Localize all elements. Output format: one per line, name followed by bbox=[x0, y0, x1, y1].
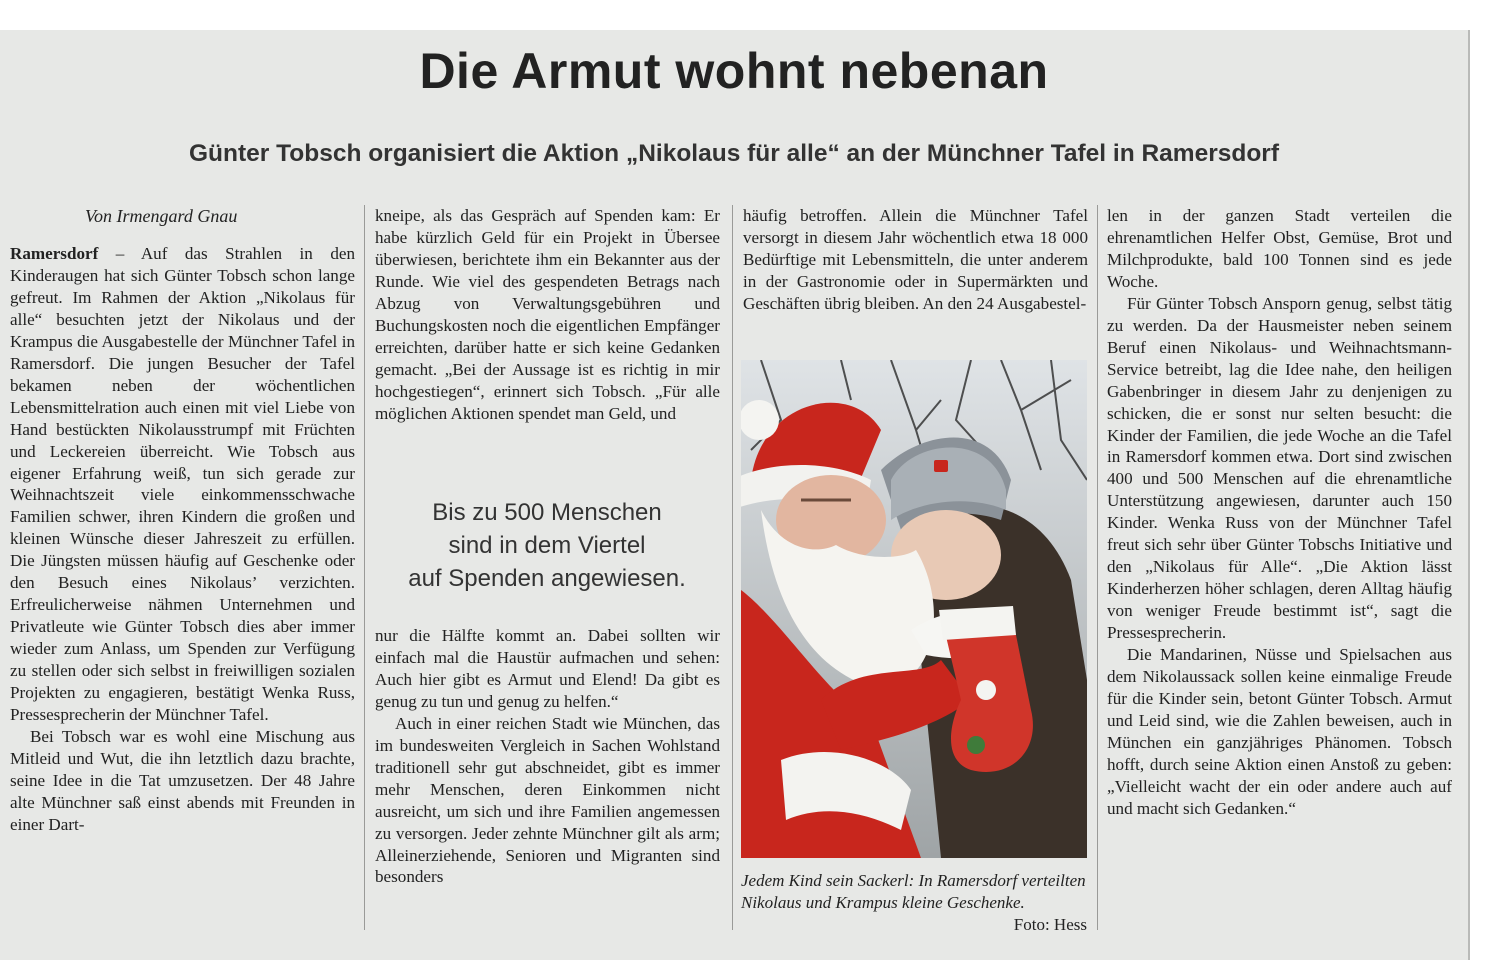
paragraph bbox=[10, 243, 355, 726]
photo-credit: Foto: Hess bbox=[1013, 915, 1087, 934]
paragraph: Bei Tobsch war es wohl eine Mischung aus Mitleid und Wut, die ihn letztlich dazu brachte, seine Idee in die Tat umzusetzen. Der 48 Jahre alte Münchner saß einst abends mit Freunden in einer Dart- bbox=[10, 726, 355, 834]
headline: Die Armut wohnt nebenan bbox=[419, 43, 1049, 99]
pull-quote-line: sind in dem Viertel bbox=[448, 532, 646, 559]
pull-quote bbox=[372, 496, 722, 595]
column-divider bbox=[1097, 205, 1098, 930]
byline: Von Irmengard Gnau bbox=[85, 206, 238, 226]
paragraph: kneipe, als das Gespräch auf Spenden kam: Er habe kürzlich Geld für ein Projekt in Übersee überwiesen, berichtete ihm ein Bekannter aus der Runde. Wie viel des gespendeten Betrags nach Abzug von Verwaltungsgebühren und Buchungskosten noch die eigentlichen Empfänger erreichten, darüber hatte er sich keine Gedanken gemacht. „Bei der Aussage ist es richtig in mir hochgestiegen“, erinnert sich Tobsch. „Für alle möglichen Aktionen spendet man Geld, und bbox=[375, 206, 720, 423]
dateline-location: Ramersdorf bbox=[10, 244, 99, 263]
column-2-top bbox=[375, 205, 720, 495]
paragraph: nur die Hälfte kommt an. Dabei sollten wir einfach mal die Haustür aufmachen und sehen: Auch hier gibt es Armut und Elend! Da gibt es genug zu tun und genug zu helfen.“ bbox=[375, 626, 720, 711]
photo-santa-child bbox=[741, 360, 1087, 858]
subheadline: Günter Tobsch organisiert die Aktion „Nikolaus für alle“ an der Münchner Tafel in Ramersdorf bbox=[189, 140, 1279, 167]
paragraph: len in der ganzen Stadt verteilen die ehrenamtlichen Helfer Obst, Gemüse, Brot und Milchprodukte, bald 100 Tonnen sind es jede Woche. bbox=[1107, 206, 1452, 291]
column-divider bbox=[732, 205, 733, 930]
caption-text: Jedem Kind sein Sackerl: In Ramersdorf verteilten Nikolaus und Krampus kleine Geschenke. bbox=[741, 871, 1086, 912]
paragraph: häufig betroffen. Allein die Münchner Tafel versorgt in diesem Jahr wöchentlich etwa 18 000 Bedürftige mit Lebensmitteln, die unter anderem in der Gastronomie oder in Supermärkten und Geschäften übrig bleiben. An den 24 Ausgabestel- bbox=[743, 206, 1088, 313]
santa-photo-illustration bbox=[741, 360, 1087, 858]
paragraph: Auch in einer reichen Stadt wie München, das im bundesweiten Vergleich in Sachen Wohlstand traditionell sehr gut abschneidet, gibt es immer mehr Menschen, deren Einkommen nicht ausreicht, um sich und ihre Familien angemessen zu versorgen. Jeder zehnte Münchner gilt als arm; Alleinerziehende, Senioren und Migranten sind besonders bbox=[375, 713, 720, 887]
pull-quote-line: auf Spenden angewiesen. bbox=[408, 565, 686, 592]
column-4 bbox=[1107, 205, 1452, 945]
paragraph: Die Mandarinen, Nüsse und Spielsachen aus dem Nikolaussack sollen keine einmalige Freude für die Kinder sein, betont Günter Tobsch. Armut und Leid sind, wie die Zahlen beweisen, auch in München ein ganzjähriges Phänomen. Tobsch hofft, durch seine Aktion einen Anstoß zu geben: „Vielleicht wacht der ein oder andere auch auf und macht sich Gedanken.“ bbox=[1107, 645, 1452, 818]
pull-quote-line: Bis zu 500 Menschen bbox=[432, 499, 662, 526]
column-3-top bbox=[743, 205, 1088, 345]
photo-caption bbox=[741, 870, 1087, 936]
column-1 bbox=[10, 205, 355, 945]
paragraph: Für Günter Tobsch Ansporn genug, selbst tätig zu werden. Da der Hausmeister neben seinem Beruf einen Nikolaus- und Weihnachtsmann-Service betreibt, lag die Idee nahe, den heiligen Gabenbringer in diesem Jahr zu denjenigen zu schicken, die er sonst nur selten besucht: die Kinder der Familien, die jede Woche an die Tafel in Ramersdorf kommen etwa. Dort sind zwischen 400 und 500 Menschen auf die ehrenamtliche Unterstützung angewiesen, darunter auch 150 Kinder. Wenka Russ von der Münchner Tafel freut sich sehr über Günter Tobschs Initiative und den „Nikolaus für Alle“. „Die Aktion lässt Kinderherzen höher schlagen, deren Alltag häufig von weniger Freude bestimmt ist“, sagt die Pressesprecherin. bbox=[1107, 293, 1452, 643]
column-divider bbox=[364, 205, 365, 930]
paragraph-text: – Auf das Strahlen in den Kinderaugen hat sich Günter Tobsch schon lange gefreut. Im Rahmen der Aktion „Nikolaus für alle“ besuchten jetzt der Nikolaus und der Krampus die Ausgabestelle der Münchner Tafel in Ramersdorf. Die jungen Besucher der Tafel bekamen neben der wöchentlichen Lebensmittelration auch einen mit viel Liebe von Hand bestückten Nikolausstrumpf mit Früchten und Leckereien überreicht. Wie Tobsch aus eigener Erfahrung weiß, tun sich gerade zur Weihnachtszeit viele einkommensschwache Familien schwer, ihren Kindern die großen und kleinen Wünsche dieser Jahreszeit zu erfüllen. Die Jüngsten müssen häufig auf Geschenke oder den Besuch eines Nikolaus’ verzichten. Erfreulicherweise nähmen Unternehmen und Privatleute wie Günter Tobsch dies aber immer wieder zum Anlass, um Spenden zur Verfügung zu stellen oder sich selbst in freiwilligen sozialen Projekten zu engagieren, bestätigt Wenka Russ, Pressesprecherin der Münchner Tafel. bbox=[10, 244, 355, 725]
column-2-bottom bbox=[375, 625, 720, 945]
